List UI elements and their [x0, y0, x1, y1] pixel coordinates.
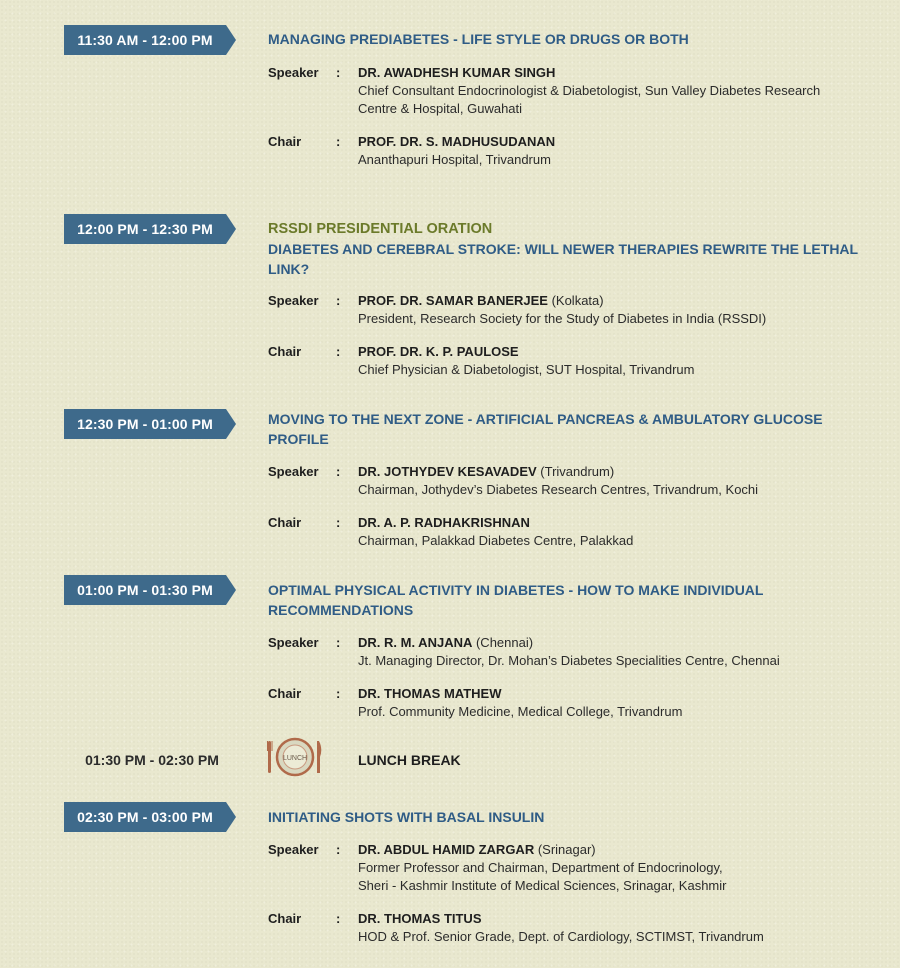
chair-affiliation: HOD & Prof. Senior Grade, Dept. of Cardiology, SCTIMST, Trivandrum — [358, 929, 764, 944]
speaker-details — [358, 463, 858, 499]
role-label: Chair — [268, 134, 302, 149]
colon: : — [336, 344, 341, 359]
time-badge: 02:30 PM - 03:00 PM — [64, 802, 226, 832]
speaker-name: DR. ABDUL HAMID ZARGAR — [358, 842, 535, 857]
role-label: Chair — [268, 515, 302, 530]
role-label: Chair — [268, 911, 302, 926]
chair-details — [358, 133, 858, 169]
speaker-name: DR. R. M. ANJANA — [358, 635, 473, 650]
speaker-row — [268, 634, 868, 670]
speaker-details — [358, 634, 858, 670]
session-supertitle: RSSDI PRESIDENTIAL ORATION — [268, 221, 493, 237]
colon: : — [336, 293, 341, 308]
chair-row — [268, 685, 868, 721]
session-title: OPTIMAL PHYSICAL ACTIVITY IN DIABETES - HOW TO MAKE INDIVIDUAL — [268, 582, 764, 598]
speaker-affiliation: Jt. Managing Director, Dr. Mohan’s Diabetes Specialities Centre, Chennai — [358, 653, 780, 668]
speaker-name: DR. AWADHESH KUMAR SINGH — [358, 65, 556, 80]
chair-details — [358, 910, 858, 946]
speaker-affiliation: Chief Consultant Endocrinologist & Diabetologist, Sun Valley Diabetes Research — [358, 83, 821, 98]
role-label: Chair — [268, 344, 302, 359]
chair-row — [268, 910, 868, 946]
lunch-label: LUNCH BREAK — [358, 752, 461, 768]
chair-name: PROF. DR. S. MADHUSUDANAN — [358, 134, 556, 149]
speaker-affiliation: Sheri - Kashmir Institute of Medical Sciences, Srinagar, Kashmir — [358, 878, 727, 893]
colon: : — [336, 515, 341, 530]
session-title: MANAGING PREDIABETES - LIFE STYLE OR DRUGS OR BOTH — [268, 31, 689, 47]
colon: : — [336, 65, 341, 80]
session-title: LINK? — [268, 261, 310, 277]
speaker-affiliation: Centre & Hospital, Guwahati — [358, 101, 523, 116]
chair-affiliation: Chairman, Palakkad Diabetes Centre, Palakkad — [358, 533, 634, 548]
speaker-name: DR. JOTHYDEV KESAVADEV — [358, 464, 537, 479]
role-label: Speaker — [268, 635, 319, 650]
speaker-affiliation: President, Research Society for the Study of Diabetes in India (RSSDI) — [358, 311, 767, 326]
speaker-details — [358, 841, 858, 895]
speaker-details — [358, 64, 858, 118]
session-content — [268, 409, 868, 550]
session-title: MOVING TO THE NEXT ZONE - ARTIFICIAL PANCREAS & AMBULATORY GLUCOSE — [268, 411, 823, 427]
colon: : — [336, 464, 341, 479]
role-label: Speaker — [268, 293, 319, 308]
chair-row — [268, 514, 868, 550]
chair-affiliation: Chief Physician & Diabetologist, SUT Hospital, Trivandrum — [358, 362, 695, 377]
colon: : — [336, 635, 341, 650]
speaker-city: (Trivandrum) — [536, 464, 615, 479]
session-content — [268, 29, 868, 169]
lunch-icon-text: LUNCH — [282, 755, 308, 762]
role-label: Speaker — [268, 65, 319, 80]
time-badge: 12:30 PM - 01:00 PM — [64, 409, 226, 439]
chair-details — [358, 514, 858, 550]
chair-name: DR. A. P. RADHAKRISHNAN — [358, 515, 530, 530]
chair-affiliation: Prof. Community Medicine, Medical College, Trivandrum — [358, 704, 683, 719]
session-title: INITIATING SHOTS WITH BASAL INSULIN — [268, 809, 545, 825]
chair-row — [268, 343, 868, 379]
speaker-row — [268, 64, 868, 118]
colon: : — [336, 911, 341, 926]
speaker-row — [268, 463, 868, 499]
colon: : — [336, 842, 341, 857]
session-content — [268, 219, 868, 379]
speaker-city: (Chennai) — [472, 635, 534, 650]
colon: : — [336, 686, 341, 701]
speaker-affiliation: Chairman, Jothydev’s Diabetes Research Centres, Trivandrum, Kochi — [358, 482, 759, 497]
session-title: DIABETES AND CEREBRAL STROKE: WILL NEWER THERAPIES REWRITE THE LETHAL — [268, 241, 859, 257]
chair-name: DR. THOMAS MATHEW — [358, 686, 502, 701]
chair-name: DR. THOMAS TITUS — [358, 911, 482, 926]
speaker-details — [358, 292, 858, 328]
speaker-city: (Kolkata) — [547, 293, 604, 308]
chair-affiliation: Ananthapuri Hospital, Trivandrum — [358, 152, 551, 167]
chair-row — [268, 133, 868, 169]
chair-name: PROF. DR. K. P. PAULOSE — [358, 344, 519, 359]
role-label: Chair — [268, 686, 302, 701]
session-content — [268, 807, 868, 946]
role-label: Speaker — [268, 842, 319, 857]
time-badge: 01:00 PM - 01:30 PM — [64, 575, 226, 605]
speaker-name: PROF. DR. SAMAR BANERJEE — [358, 293, 548, 308]
speaker-row — [268, 292, 868, 328]
chair-details — [358, 685, 858, 721]
session-title: RECOMMENDATIONS — [268, 602, 414, 618]
time-badge: 11:30 AM - 12:00 PM — [64, 25, 226, 55]
plate-fork-knife-icon — [266, 737, 324, 777]
colon: : — [336, 134, 341, 149]
lunch-time: 01:30 PM - 02:30 PM — [85, 752, 219, 768]
session-content — [268, 580, 868, 721]
role-label: Speaker — [268, 464, 319, 479]
speaker-affiliation: Former Professor and Chairman, Department of Endocrinology, — [358, 860, 723, 875]
speaker-row — [268, 841, 868, 895]
time-badge: 12:00 PM - 12:30 PM — [64, 214, 226, 244]
chair-details — [358, 343, 858, 379]
session-title: PROFILE — [268, 431, 329, 447]
speaker-city: (Srinagar) — [534, 842, 596, 857]
